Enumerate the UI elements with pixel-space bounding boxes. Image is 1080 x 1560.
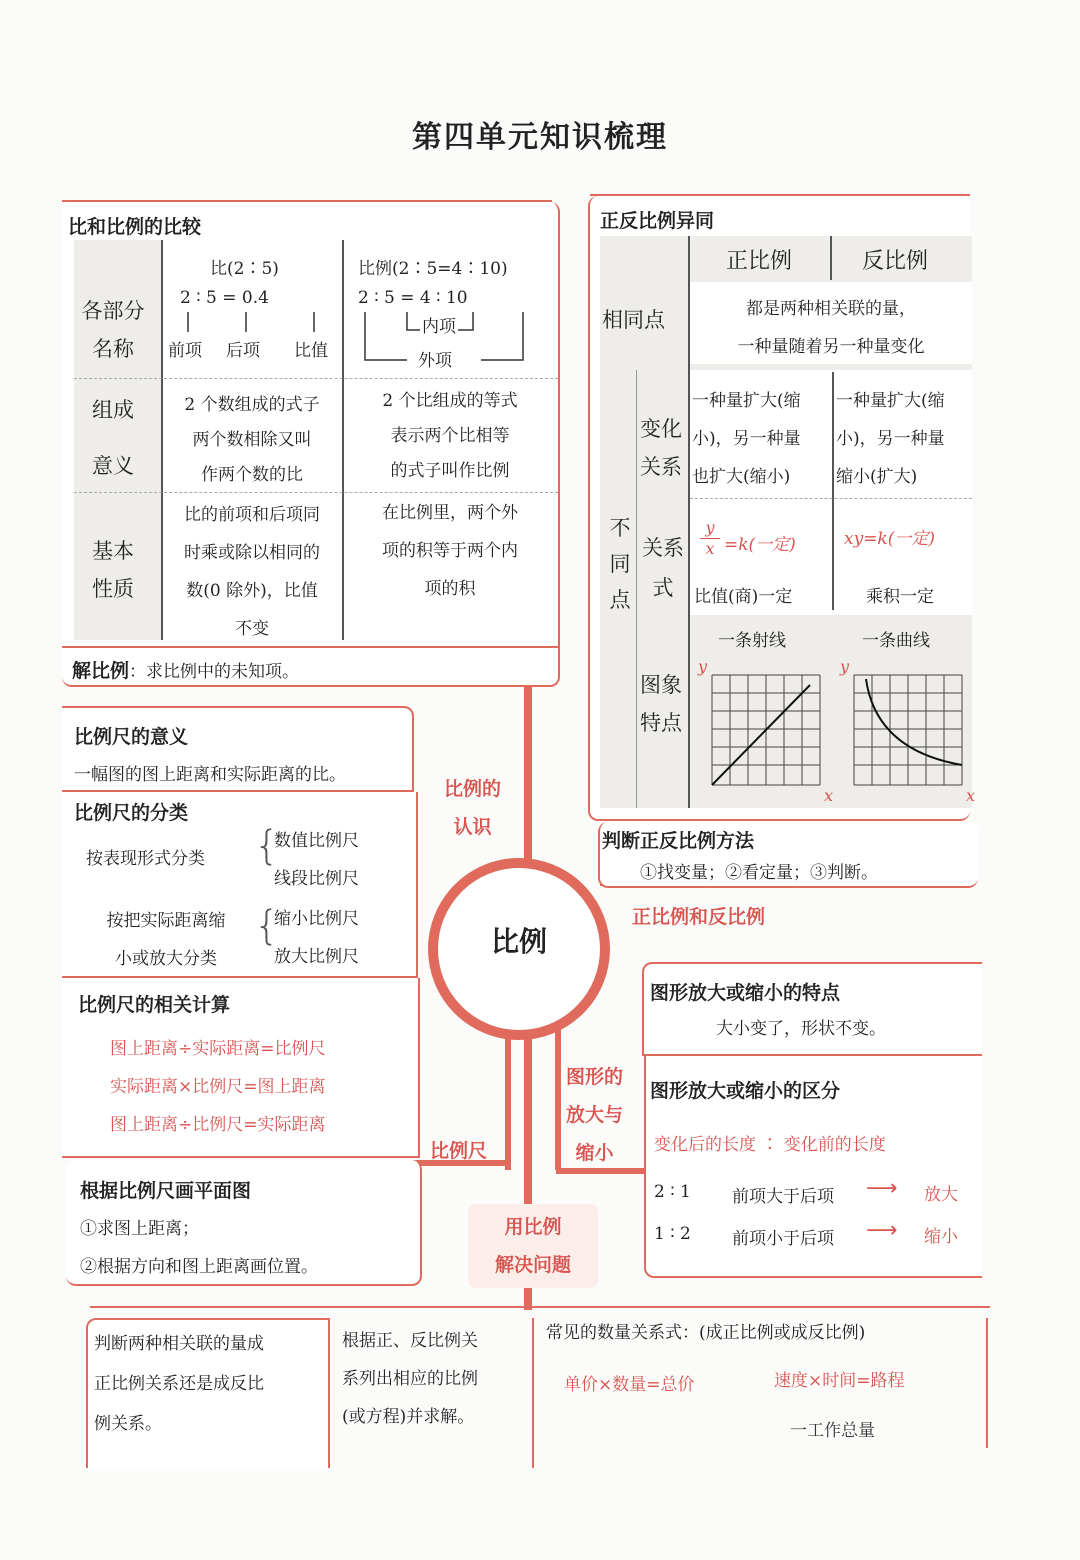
compare-col-ratio: 比(2∶5) [210, 259, 279, 279]
branch-solve [468, 1204, 598, 1288]
proportion-meaning-line: 2 个比组成的等式 [382, 391, 518, 411]
row-property-label [78, 532, 148, 608]
brace-icon: { [254, 903, 280, 949]
class-size-items [274, 900, 359, 976]
same-label: 相同点 [602, 308, 665, 332]
formula-label-line: 式 [652, 576, 674, 600]
formula-price: 单价×数量=总价 [564, 1375, 695, 1395]
compare-divider-1 [161, 240, 163, 640]
shape-diff-row-desc: 前项大于后项 [732, 1187, 834, 1207]
class-size-item: 缩小比例尺 [274, 909, 359, 929]
graph-direct-x-axis: x [824, 786, 834, 805]
graph-label [640, 666, 682, 742]
shape-diff-row-result: 缩小 [924, 1227, 958, 1247]
arrow-right-icon: ⟶ [866, 1218, 898, 1243]
shape-diff-row-ratio: 2 ∶ 1 [654, 1182, 691, 1202]
scale-class-heading: 比例尺的分类 [74, 802, 189, 824]
ratio-meaning [164, 388, 340, 493]
graph-inverse-x-axis: x [966, 786, 976, 805]
scale-calc-heading: 比例尺的相关计算 [78, 994, 231, 1016]
shape-feature-section [642, 962, 982, 1056]
ratio-property [164, 496, 340, 648]
bottom-right-title: 常见的数量关系式：(成正比例或成反比例) [546, 1323, 866, 1343]
row-names-label-line: 各部分 [81, 299, 145, 323]
zhengfan-top-line [590, 194, 970, 196]
proportion-expression: 2 ∶ 5 = 4 ∶ 10 [358, 288, 468, 308]
scale-meaning-heading: 比例尺的意义 [74, 726, 189, 748]
graph-direct-caption: 一条射线 [718, 631, 786, 651]
class-by-form: 按表现形式分类 [86, 849, 205, 869]
ratio-meaning-line: 两个数相除又叫 [192, 430, 312, 450]
same-text-line: 一种量随着另一种量变化 [737, 337, 925, 357]
graph-inverse-y-axis: y [840, 657, 850, 676]
same-text-line: 都是两种相关联的量， [746, 299, 916, 319]
change-inverse [836, 382, 945, 496]
proportion-property-line: 在比例里，两个外 [382, 503, 518, 523]
bottom-middle-text [342, 1322, 478, 1436]
branch-recognition [444, 770, 501, 846]
branch-recognition-line: 比例的 [444, 778, 502, 800]
graph-label-line: 特点 [640, 711, 682, 735]
shape-diff-row-result: 放大 [924, 1185, 958, 1205]
draw-plan-step: ②根据方向和图上距离画位置。 [80, 1257, 318, 1277]
shape-feature-heading: 图形放大或缩小的特点 [650, 982, 841, 1004]
scale-calc-formula: 图上距离÷实际距离=比例尺 [110, 1039, 326, 1059]
ratio-meaning-line: 2 个数组成的式子 [184, 395, 320, 415]
draw-plan-step: ①求图上距离； [80, 1219, 199, 1239]
class-form-item: 数值比例尺 [274, 831, 359, 851]
class-size-item: 放大比例尺 [274, 947, 359, 967]
connector-scale [505, 1030, 511, 1170]
compare-heading: 比和比例的比较 [68, 216, 202, 238]
branch-enlarge-line: 缩小 [575, 1142, 614, 1164]
col-direct: 正比例 [726, 249, 793, 274]
shape-diff-row-desc: 前项小于后项 [732, 1229, 834, 1249]
brace-icon: { [254, 823, 280, 869]
proportion-meaning-line: 的式子叫作比例 [390, 461, 510, 481]
scale-calc-formula: 图上距离÷比例尺=实际距离 [110, 1115, 326, 1135]
scale-calc-formulas [110, 1030, 326, 1144]
branch-recognition-line: 认识 [453, 816, 492, 838]
branch-solve-line: 解决问题 [494, 1254, 571, 1276]
diff-label [606, 510, 634, 618]
graph-inverse [836, 655, 976, 805]
branch-scale: 比例尺 [430, 1140, 488, 1162]
scale-meaning-text: 一幅图的图上距离和实际距离的比。 [74, 765, 346, 785]
bottom-middle-line: (或方程)并求解。 [342, 1407, 475, 1427]
graph-direct [692, 655, 832, 805]
diff-label-char: 不 [609, 516, 631, 540]
zhengfan-header-divider [830, 236, 832, 280]
graph-direct-y-axis: y [698, 657, 708, 676]
formula-inverse: xy=k(一定) [844, 529, 936, 549]
solve-proportion-text: ：求比例中的未知项。 [129, 662, 300, 682]
diff-label-char: 点 [609, 588, 631, 612]
row-meaning-label-line: 组成 [92, 398, 134, 422]
shape-diff-heading: 图形放大或缩小的区分 [650, 1080, 841, 1102]
class-by-size-line: 小或放大分类 [115, 949, 217, 969]
zhengfan-divider-2 [832, 372, 834, 610]
ratio-meaning-line: 作两个数的比 [201, 465, 303, 485]
formula-direct: =k(一定) [724, 535, 796, 555]
bottom-left-line: 例关系。 [94, 1414, 162, 1434]
row-names-label-line: 名称 [92, 337, 134, 361]
row-meaning-label-line: 意义 [92, 454, 134, 478]
row-names-label [78, 292, 148, 368]
diff-label-char: 同 [609, 552, 631, 576]
ratio-property-line: 时乘或除以相同的 [184, 543, 320, 563]
change-direct [692, 382, 801, 496]
judge-heading: 判断正反比例方法 [602, 830, 755, 852]
proportion-meaning [345, 384, 555, 489]
col-inverse: 反比例 [862, 249, 929, 274]
branch-direct-inverse: 正比例和反比例 [632, 906, 766, 928]
row-meaning-label [78, 382, 148, 494]
compare-row-divider [74, 378, 558, 379]
row-property-label-line: 基本 [92, 539, 134, 563]
shape-diff-row-ratio: 1 ∶ 2 [654, 1224, 691, 1244]
proportion-property [345, 494, 555, 608]
compare-col-prop: 比例(2∶5=4∶10) [358, 259, 508, 279]
branch-enlarge-line: 放大与 [566, 1104, 624, 1126]
ratio-part-front: 前项 [168, 341, 202, 361]
change-direct-line: 一种量扩大(缩 [692, 391, 801, 411]
ratio-part-back: 后项 [226, 341, 260, 361]
shape-feature-text: 大小变了，形状不变。 [716, 1019, 886, 1039]
class-by-size-line: 按把实际距离缩 [106, 911, 226, 931]
bottom-left-line: 判断两种相关联的量成 [94, 1334, 264, 1354]
proportion-property-line: 项的积 [424, 579, 476, 599]
branch-solve-line: 用比例 [504, 1216, 562, 1238]
change-direct-line: 也扩大(缩小) [692, 467, 791, 487]
formula-direct-note: 比值(商)一定 [694, 587, 793, 607]
scale-calc-formula: 实际距离×比例尺=图上距离 [110, 1077, 326, 1097]
inner-terms-label: 内项 [420, 312, 458, 337]
zhengfan-row-divider [690, 498, 972, 499]
ratio-property-line: 数(0 除外)，比值 [186, 581, 318, 601]
class-form-item: 线段比例尺 [274, 869, 359, 889]
solve-proportion-label: 解比例 [72, 660, 130, 682]
row-property-label-line: 性质 [92, 577, 134, 601]
bottom-middle-line: 根据正、反比例关 [342, 1331, 478, 1351]
draw-plan-heading: 根据比例尺画平面图 [80, 1180, 252, 1202]
arrow-right-icon: ⟶ [866, 1176, 898, 1201]
bottom-divider-1 [328, 1318, 330, 1468]
page-title: 第四单元知识梳理 [412, 120, 668, 155]
bottom-middle-line: 系列出相应的比例 [342, 1369, 478, 1389]
draw-plan-steps [80, 1210, 318, 1286]
fraction-numerator: y [705, 518, 715, 537]
formula-direct-fraction [700, 518, 720, 559]
class-by-size [86, 902, 246, 978]
class-form-items [274, 822, 359, 898]
judge-text: ①找变量；②看定量；③判断。 [640, 863, 878, 883]
formula-inverse-note: 乘积一定 [866, 587, 934, 607]
outer-terms-label: 外项 [418, 351, 452, 371]
change-inverse-line: 一种量扩大(缩 [836, 391, 945, 411]
zhengfan-heading: 正反比例异同 [600, 210, 715, 232]
formula-distance: 速度×时间=路程 [774, 1371, 905, 1391]
bottom-left-line: 正比例关系还是成反比 [94, 1374, 264, 1394]
zhengfan-sub-divider [636, 370, 637, 808]
ratio-part-value: 比值 [294, 341, 328, 361]
formula-label [640, 528, 686, 608]
branch-enlarge-line: 图形的 [566, 1066, 624, 1088]
shape-diff-ratio-desc: 变化后的长度 ∶ 变化前的长度 [654, 1135, 886, 1155]
change-inverse-line: 小)，另一种量 [836, 429, 945, 449]
ratio-property-line: 比的前项和后项同 [184, 505, 320, 525]
change-label-line: 关系 [640, 455, 682, 479]
solve-proportion [72, 656, 299, 683]
compare-divider-2 [342, 240, 344, 640]
same-text [690, 290, 972, 366]
proportion-property-line: 项的积等于两个内 [382, 541, 518, 561]
change-label [640, 410, 682, 486]
ratio-expression: 2 ∶ 5 = 0.4 [180, 288, 269, 308]
fraction-denominator: x [700, 538, 720, 559]
bottom-right-edge [986, 1318, 988, 1448]
compare-row-divider [74, 492, 558, 493]
change-inverse-line: 缩小(扩大) [836, 467, 918, 487]
connector-top [524, 680, 532, 870]
bottom-left-text [94, 1324, 264, 1444]
connector-enlarge [555, 1030, 561, 1170]
branch-enlarge [566, 1058, 623, 1172]
compare-top-line [62, 200, 552, 202]
compare-solve-divider [62, 646, 560, 648]
bottom-top-line [90, 1306, 990, 1308]
formula-label-line: 关系 [642, 536, 684, 560]
graph-inverse-caption: 一条曲线 [862, 631, 930, 651]
graph-label-line: 图象 [640, 673, 682, 697]
bottom-divider-2 [532, 1318, 534, 1468]
formula-work: 一工作总量 [790, 1421, 875, 1441]
change-direct-line: 小)，另一种量 [692, 429, 801, 449]
proportion-meaning-line: 表示两个比相等 [390, 426, 510, 446]
center-title: 比例 [490, 925, 547, 958]
ratio-property-line: 不变 [235, 619, 269, 639]
change-label-line: 变化 [640, 417, 682, 441]
